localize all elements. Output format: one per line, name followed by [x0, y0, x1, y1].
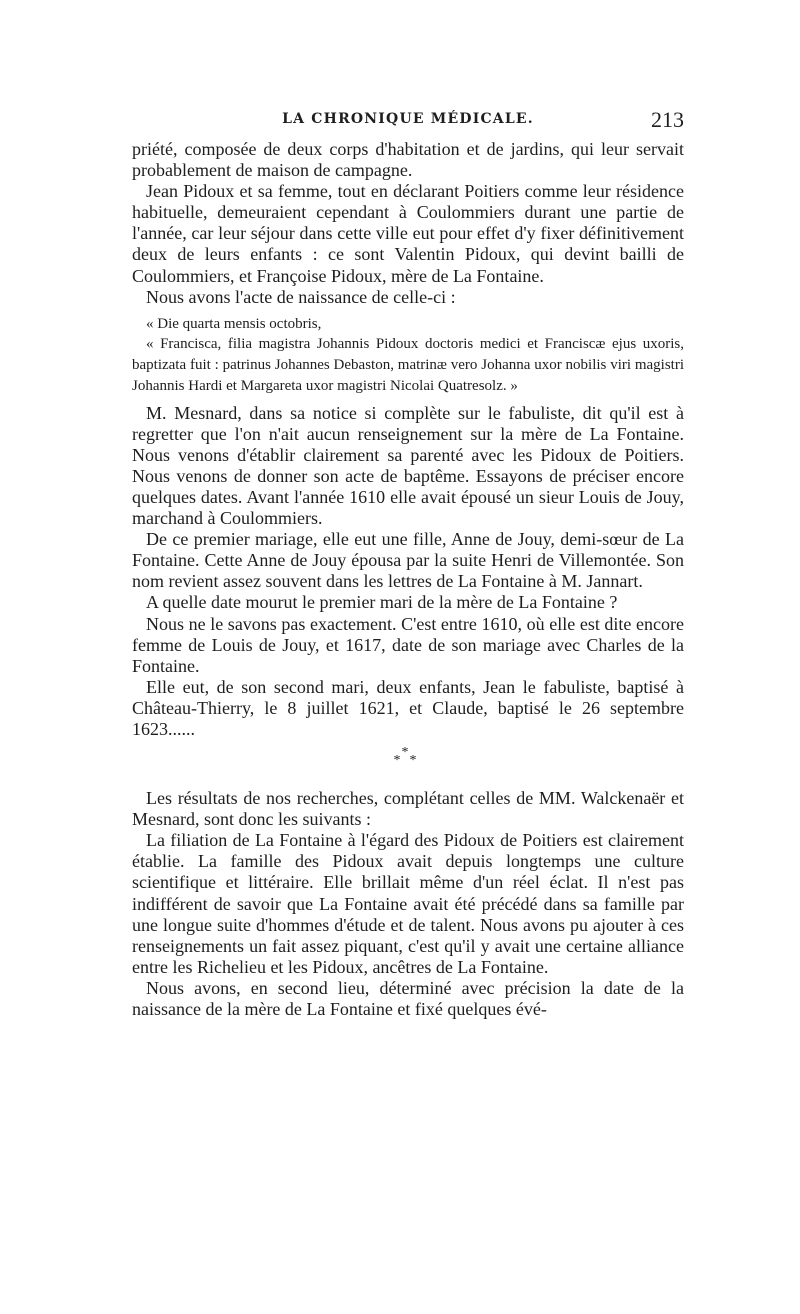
separator-star: * — [393, 753, 401, 769]
paragraph: Nous ne le savons pas exactement. C'est entre 1610, où elle est dite encore femme de Louis de Jouy, et 1617, date de son mariage avec Charles de la Fontaine. — [132, 613, 684, 676]
quote-paragraph: « Francisca, filia magistra Johannis Pidoux doctoris medici et Franciscæ ejus uxoris, baptizata fuit : patrinus Johannes Debaston, matrinæ vero Johanna uxor nobilis viri magistri Johannis Hardi et Margareta uxor magistri Nicolai Quatresolz. » — [132, 336, 684, 394]
paragraph-continued: priété, composée de deux corps d'habitation et de jardins, qui leur servait probablement de maison de campagne. — [132, 139, 684, 181]
paragraph: Nous avons l'acte de naissance de celle-ci : — [146, 286, 456, 307]
paragraph: Nous avons, en second lieu, déterminé avec précision la date de la naissance de la mère de La Fontaine et fixé quelques évé- — [132, 977, 684, 1019]
page-number: 213 — [651, 107, 684, 132]
paragraph: A quelle date mourut le premier mari de la mère de La Fontaine ? — [146, 592, 618, 613]
paragraph: Elle eut, de son second mari, deux enfants, Jean le fabuliste, baptisé à Château-Thierry, le 8 juillet 1621, et Claude, baptisé le 26 septembre 1623...... — [132, 676, 684, 739]
paragraph: De ce premier mariage, elle eut une fille, Anne de Jouy, demi-sœur de La Fontaine. Cette Anne de Jouy épousa par la suite Henri de Villemontée. Son nom revient assez souvent dans les lettres de La Fontaine à M. Jannart. — [132, 529, 684, 592]
page-header — [132, 109, 684, 133]
separator-star: * — [409, 753, 417, 769]
paragraph: Jean Pidoux et sa femme, tout en déclarant Poitiers comme leur résidence habituelle, demeuraient cependant à Coulommiers durant une partie de l'année, car leur séjour dans cette ville eut pour effet d'y fixer définitivement deux de leurs enfants : ce sont Valentin Pidoux, qui devint bailli de Coulommiers, et Françoise Pidoux, mère de La Fontaine. — [132, 181, 684, 286]
body-text — [132, 139, 684, 1020]
section-separator — [132, 740, 684, 788]
paragraph: M. Mesnard, dans sa notice si complète sur le fabuliste, dit qu'il est à regretter que l'on n'ait aucun renseignement sur la mère de La Fontaine. Nous venons d'établir clairement sa parenté avec les Pidoux de Poitiers. Nous venons de donner son acte de baptême. Essayons de préciser encore quelques dates. Avant l'année 1610 elle avait épousé un sieur Louis de Jouy, marchand à Coulommiers. — [132, 402, 684, 529]
separator-star: * — [401, 745, 409, 761]
running-title: LA CHRONIQUE MÉDICALE. — [282, 111, 534, 127]
paragraph: La filiation de La Fontaine à l'égard des Pidoux de Poitiers est clairement établie. La famille des Pidoux avait depuis longtemps une culture scientifique et littéraire. Elle brillait même d'un réel éclat. Il n'est pas indifférent de savoir que La Fontaine avait été précédé dans sa famille par une longue suite d'hommes d'étude et de talent. Nous avons pu ajouter à ces renseignements un fait assez piquant, c'est qu'il y avait une certaine alliance entre les Richelieu et les Pidoux, ancêtres de La Fontaine. — [132, 830, 684, 977]
paragraph: Les résultats de nos recherches, complétant celles de MM. Walckenaër et Mesnard, sont donc les suivants : — [132, 788, 684, 830]
quote-line: « Die quarta mensis octobris, — [146, 315, 322, 332]
